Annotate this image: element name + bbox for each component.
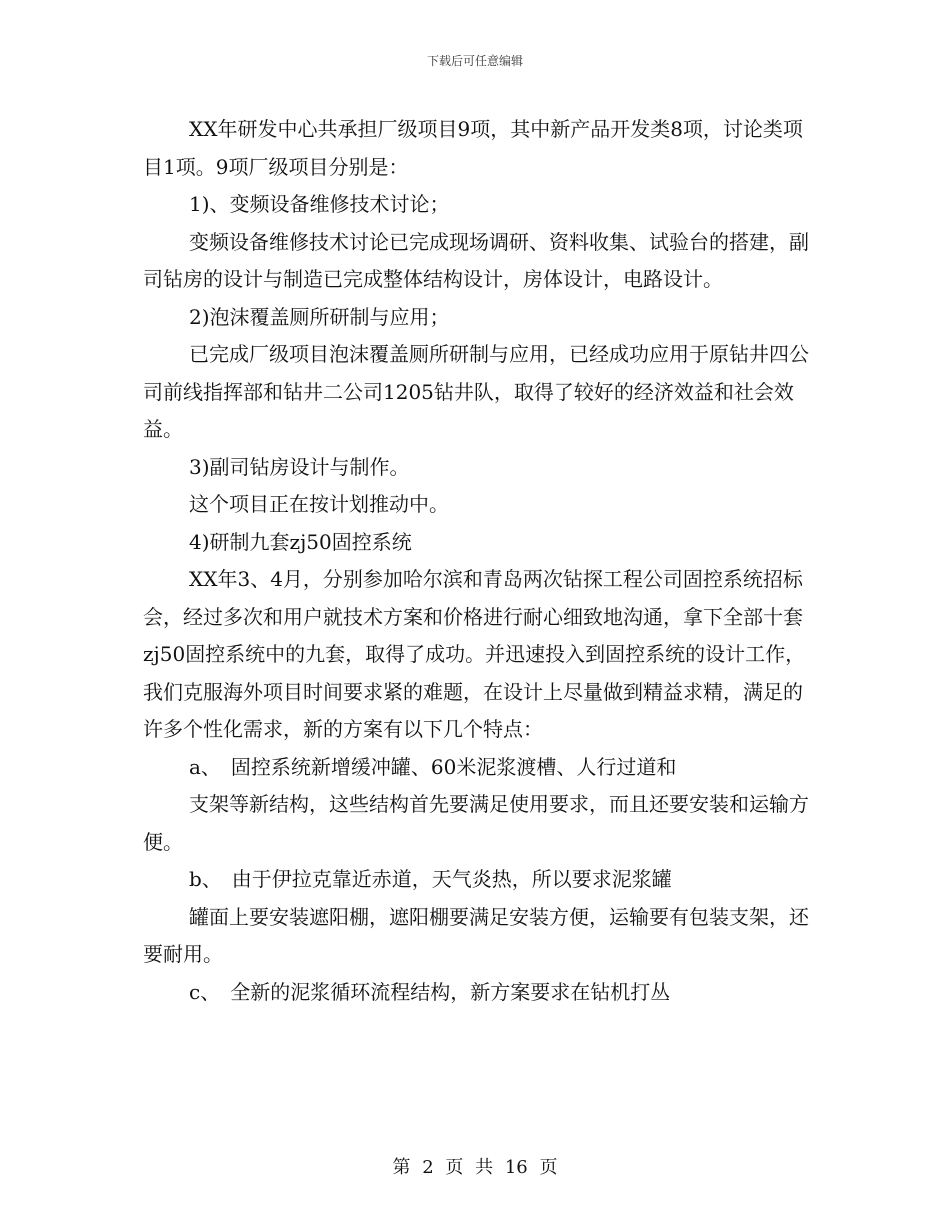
page-footer: 第 2 页 共 16 页 <box>392 1157 558 1178</box>
item-2-heading: 2)泡沫覆盖厕所研制与应用； <box>189 304 450 329</box>
page-header: 下载后可任意编辑 <box>426 54 523 68</box>
item-3-heading: 3)副司钻房设计与制作。 <box>189 454 410 479</box>
feature-c-line: c、 全新的泥浆循环流程结构，新方案要求在钻机打丛 <box>189 979 671 1004</box>
document-body <box>143 111 811 1011</box>
feature-b-line: b、 由于伊拉克靠近赤道，天气炎热，所以要求泥浆罐 <box>189 867 672 891</box>
feature-a-body: 支架等新结构，这些结构首先要满足使用要求，而且还要安装和运输方便。 <box>143 792 809 854</box>
item-1-body: 变频设备维修技术讨论已完成现场调研、资料收集、试验台的搭建，副司钻房的设计与制造已完成整体结构设计，房体设计，电路设计。 <box>143 229 809 291</box>
paragraph-intro: XX年研发中心共承担厂级项目9项，其中新产品开发类8项，讨论类项目1项。9项厂级项目分别是： <box>143 117 803 179</box>
item-4-heading: 4)研制九套zj50固控系统 <box>189 529 412 554</box>
feature-b-body: 罐面上要安装遮阳棚，遮阳棚要满足安装方便，运输要有包装支架，还要耐用。 <box>143 904 809 966</box>
item-4-body: XX年3、4月，分别参加哈尔滨和青岛两次钻探工程公司固控系统招标会，经过多次和用户就技术方案和价格进行耐心细致地沟通，拿下全部十套zj50固控系统中的九套，取得了成功。并迅速投入到固控系统的设计工作，我们克服海外项目时间要求紧的难题，在设计上尽量做到精益求精，满足的许多个性化需求，新的方案有以下几个特点： <box>143 567 806 741</box>
item-1-heading: 1)、变频设备维修技术讨论； <box>189 192 450 216</box>
feature-a-line: a、 固控系统新增缓冲罐、60米泥浆渡槽、人行过道和 <box>189 754 677 779</box>
item-2-body: 已完成厂级项目泡沫覆盖厕所研制与应用，已经成功应用于原钻井四公司前线指挥部和钻井二公司1205钻井队，取得了较好的经济效益和社会效益。 <box>143 342 809 441</box>
item-3-body: 这个项目正在按计划推动中。 <box>189 492 449 516</box>
